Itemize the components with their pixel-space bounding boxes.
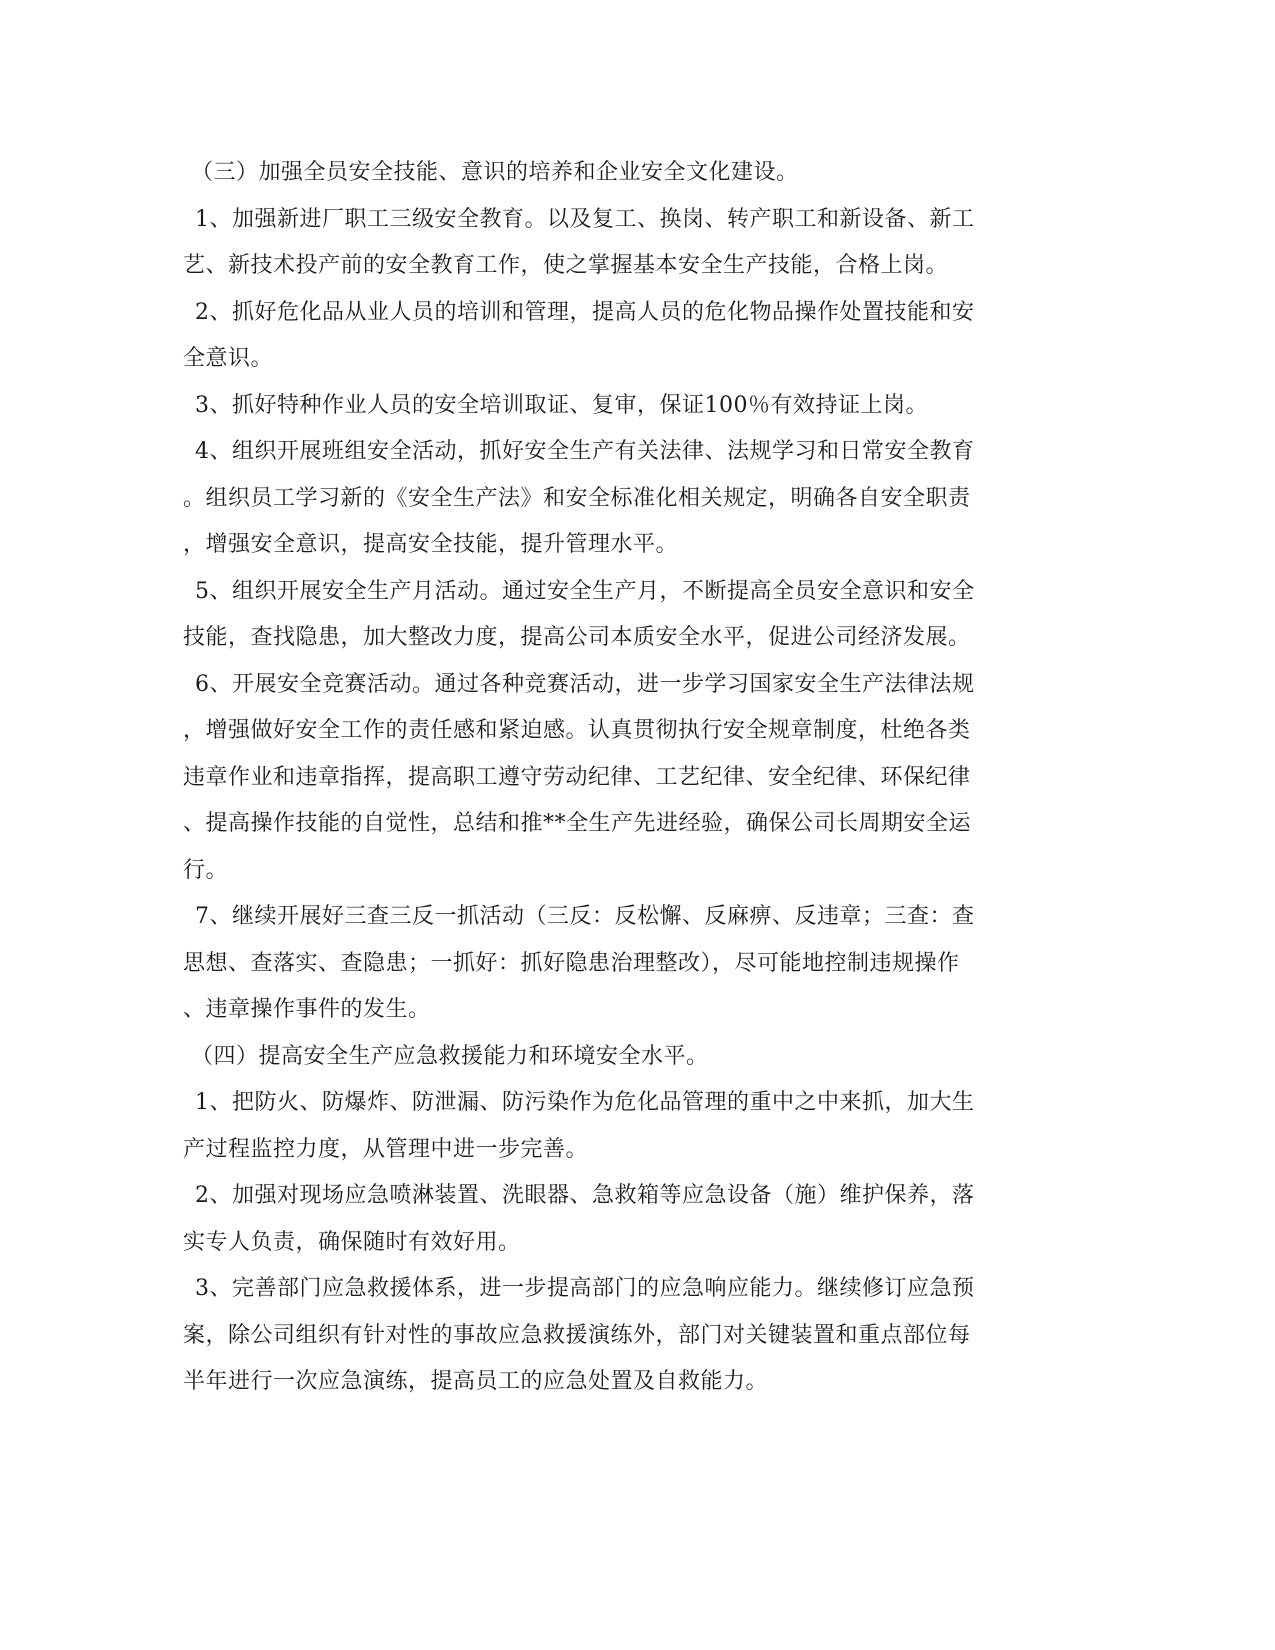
section-heading-3: （三）加强全员安全技能、意识的培养和企业安全文化建设。	[191, 160, 799, 185]
paragraph-line: 5、组织开展安全生产月活动。通过安全生产月，不断提高全员安全意识和安全	[195, 578, 975, 604]
paragraph-line: 产过程监控力度，从管理中进一步完善。	[183, 1136, 589, 1162]
paragraph-line: 、违章操作事件的发生。	[183, 997, 431, 1022]
document-body	[183, 150, 1018, 1406]
paragraph-line: 实专人负责，确保随时有效好用。	[183, 1229, 521, 1255]
paragraph-line: 3、完善部门应急救援体系，进一步提高部门的应急响应能力。继续修订应急预	[195, 1276, 975, 1301]
paragraph-line: 全意识。	[183, 346, 274, 371]
paragraph-line: 、提高操作技能的自觉性，总结和推**全生产先进经验，确保公司长周期安全运	[183, 811, 972, 836]
paragraph-line: ，增强做好安全工作的责任感和紧迫感。认真贯彻执行安全规章制度，杜绝各类	[183, 718, 971, 743]
paragraph-line: 3、抓好特种作业人员的安全培训取证、复审，保证100％有效持证上岗。	[195, 392, 928, 418]
paragraph-line: 技能，查找隐患，加大整改力度，提高公司本质安全水平，促进公司经济发展。	[183, 625, 971, 650]
paragraph-line: 2、抓好危化品从业人员的培训和管理，提高人员的危化物品操作处置技能和安	[195, 299, 975, 325]
paragraph-line: 4、组织开展班组安全活动，抓好安全生产有关法律、法规学习和日常安全教育	[195, 439, 975, 464]
paragraph-line: ，增强安全意识，提高安全技能，提升管理水平。	[183, 532, 679, 557]
paragraph-line: 1、把防火、防爆炸、防泄漏、防污染作为危化品管理的重中之中来抓，加大生	[195, 1090, 975, 1115]
section-heading-4: （四）提高安全生产应急救援能力和环境安全水平。	[191, 1043, 709, 1069]
paragraph-line: 行。	[183, 857, 229, 883]
paragraph-line: 2、加强对现场应急喷淋装置、洗眼器、急救箱等应急设备（施）维护保养，落	[195, 1183, 975, 1208]
paragraph-line: 案，除公司组织有针对性的事故应急救援演练外，部门对关键装置和重点部位每	[183, 1322, 971, 1348]
paragraph-line: 6、开展安全竞赛活动。通过各种竞赛活动，进一步学习国家安全生产法律法规	[195, 671, 975, 697]
paragraph-line: 半年进行一次应急演练，提高员工的应急处置及自救能力。	[183, 1369, 769, 1394]
paragraph-line: 。组织员工学习新的《安全生产法》和安全标准化相关规定，明确各自安全职责	[183, 485, 971, 511]
paragraph-line: 违章作业和违章指挥，提高职工遵守劳动纪律、工艺纪律、安全纪律、环保纪律	[183, 764, 971, 790]
paragraph-line: 7、继续开展好三查三反一抓活动（三反：反松懈、反麻痹、反违章；三查：查	[195, 904, 975, 929]
paragraph-line: 思想、查落实、查隐患；一抓好：抓好隐患治理整改），尽可能地控制违规操作	[183, 950, 960, 976]
paragraph-line: 1、加强新进厂职工三级安全教育。以及复工、换岗、转产职工和新设备、新工	[195, 206, 975, 232]
paragraph-line: 艺、新技术投产前的安全教育工作，使之掌握基本安全生产技能，合格上岗。	[183, 253, 949, 278]
